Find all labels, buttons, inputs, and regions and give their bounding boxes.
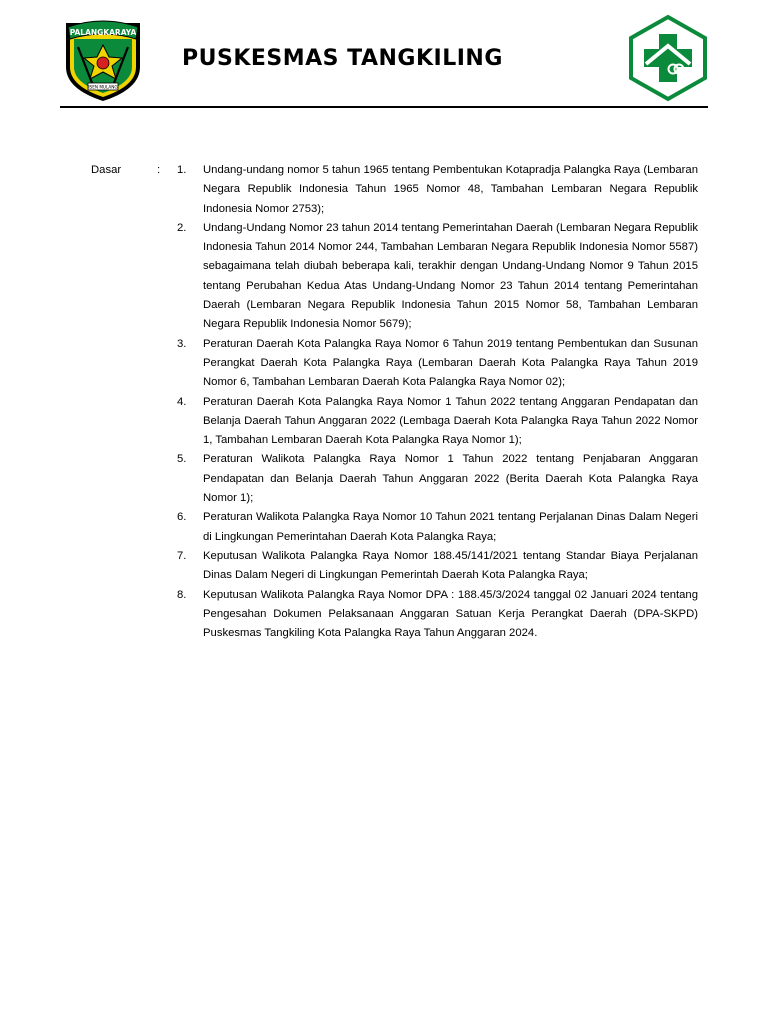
item-number: 8.: [177, 588, 187, 601]
basis-section: [91, 161, 698, 643]
letterhead-divider: [60, 106, 708, 108]
letterhead: [60, 14, 710, 110]
puskesmas-logo: [624, 14, 712, 102]
item-text: Undang-Undang Nomor 23 tahun 2014 tentang Pemerintahan Daerah (Lembaran Negara Republik Indonesia Tahun 2014 Nomor 244, Tambahan Lembaran Negara Republik Indonesia Nomor 5587) sebagaimana telah diubah beberapa kali, terakhir dengan Undang-Undang Nomor 9 Tahun 2015 tentang Perubahan Kedua Atas Undang-Undang Nomor 23 Tahun 2014 tentang Pemerintahan Daerah (Lembaran Negara Republik Indonesia Tahun 2015 Nomor 58, Tambahan Lembaran Negara Republik Indonesia Nomor 5679);: [203, 221, 698, 331]
basis-item: [177, 161, 698, 219]
item-text: Keputusan Walikota Palangka Raya Nomor DPA : 188.45/3/2024 tanggal 02 Januari 2024 tentang Pengesahan Dokumen Pelaksanaan Anggaran Satuan Kerja Perangkat Daerah (DPA-SKPD) Puskesmas Tangkiling Kota Palangka Raya Tahun Anggaran 2024.: [203, 588, 698, 640]
item-text: Undang-undang nomor 5 tahun 1965 tentang Pembentukan Kotapradja Palangka Raya (Lembaran Negara Republik Indonesia Tahun 1965 Nomor 48, Tambahan Lembaran Negara Republik Indonesia Nomor 2753);: [203, 164, 698, 215]
basis-item: [177, 508, 698, 547]
item-text: Peraturan Walikota Palangka Raya Nomor 1 Tahun 2022 tentang Penjabaran Anggaran Pendapatan dan Belanja Daerah Tahun Anggaran 2022 (Berita Daerah Kota Palangka Raya Nomor 1);: [203, 453, 698, 505]
palangka-raya-crest-logo: [60, 17, 146, 103]
item-number: 3.: [177, 337, 187, 350]
item-number: 4.: [177, 395, 187, 408]
basis-item: [177, 450, 698, 508]
item-text: Peraturan Daerah Kota Palangka Raya Nomor 6 Tahun 2019 tentang Pembentukan dan Susunan Perangkat Daerah Kota Palangka Raya (Lembaran Daerah Kota Palangka Raya Tahun 2019 Nomor 6, Tambahan Lembaran Daerah Kota Palangka Raya Nomor 02);: [203, 337, 698, 389]
item-text: Peraturan Daerah Kota Palangka Raya Nomor 1 Tahun 2022 tentang Anggaran Pendapatan dan Belanja Daerah Tahun Anggaran 2022 (Lembaga Daerah Kota Palangka Raya Tahun 2022 Nomor 1, Tambahan Lembaran Daerah Kota Palangka Raya Nomor 1);: [203, 395, 698, 447]
basis-label: Dasar: [91, 164, 122, 176]
basis-list: [177, 161, 698, 643]
basis-item: [177, 393, 698, 451]
item-number: 1.: [177, 164, 187, 176]
item-number: 2.: [177, 221, 187, 234]
crest-motto: ISEN MULANG: [88, 84, 118, 90]
basis-colon: :: [157, 164, 161, 176]
item-number: 5.: [177, 453, 187, 466]
document-body: [91, 161, 698, 643]
basis-item: [177, 586, 698, 644]
basis-item: [177, 335, 698, 393]
organization-name: PUSKESMAS TANGKILING: [182, 46, 503, 71]
crest-banner-text: PALANGKARAYA: [69, 28, 137, 37]
basis-item: [177, 547, 698, 586]
item-text: Keputusan Walikota Palangka Raya Nomor 188.45/141/2021 tentang Standar Biaya Perjalanan Dinas Dalam Negeri di Lingkungan Pemerintah Daerah Kota Palangka Raya;: [203, 549, 698, 582]
item-number: 6.: [177, 511, 187, 524]
item-number: 7.: [177, 549, 187, 562]
basis-item: [177, 219, 698, 335]
item-text: Peraturan Walikota Palangka Raya Nomor 10 Tahun 2021 tentang Perjalanan Dinas Dalam Negeri di Lingkungan Pemerintahan Daerah Kota Palangka Raya;: [203, 511, 698, 543]
